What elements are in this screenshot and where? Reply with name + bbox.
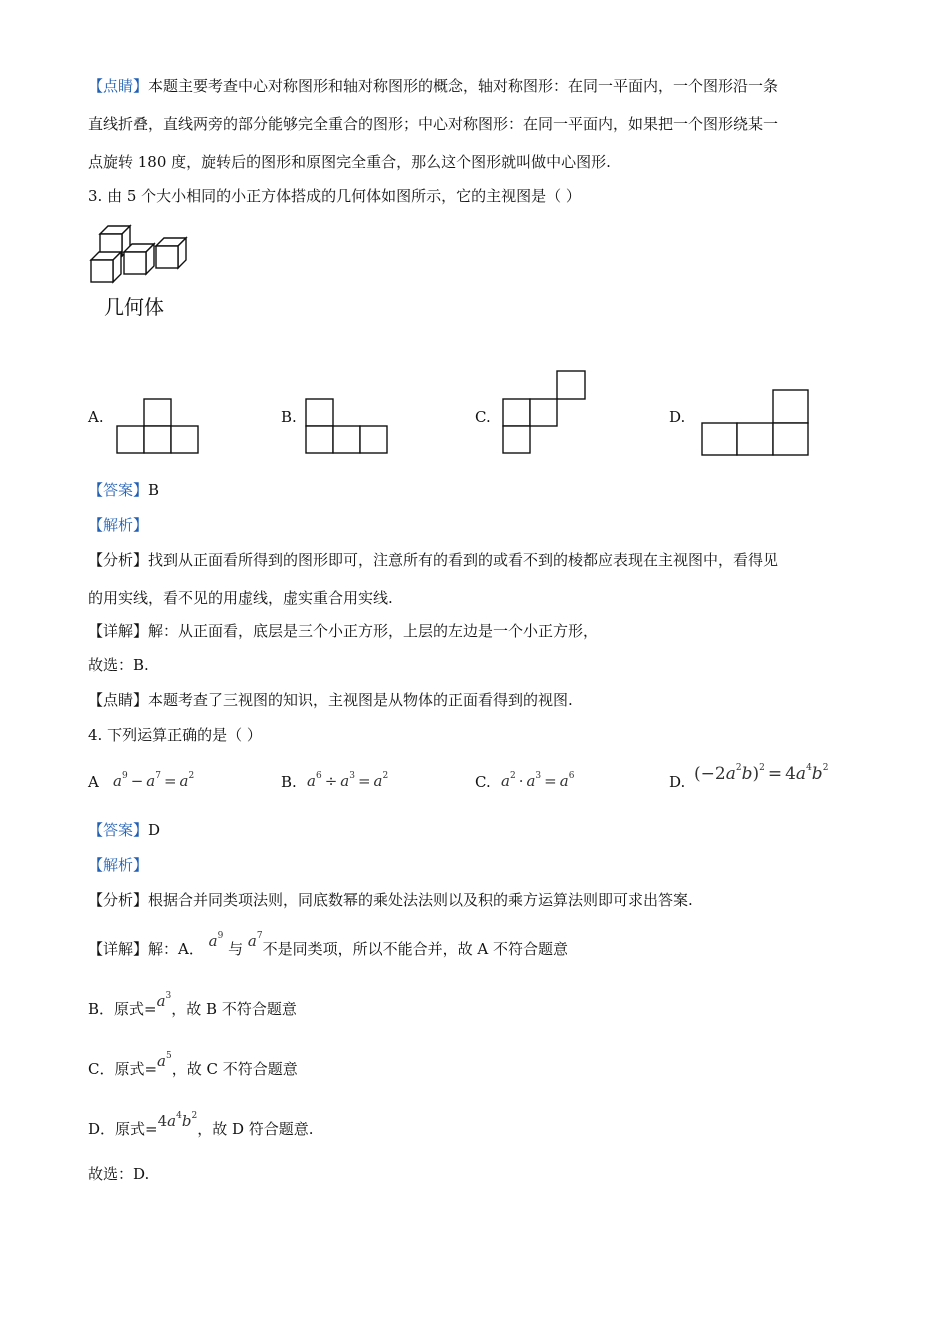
q3-option-b-label: B.: [281, 408, 297, 426]
q3-xiangjie-text: 解：从正面看，底层是三个小正方形，上层的左边是一个小正方形，: [148, 622, 599, 640]
q4-option-d-label: D.: [669, 773, 686, 791]
q4-line-c-suffix: ，故 C 不符合题意: [171, 1060, 298, 1078]
q3-dianjing-line: [88, 690, 573, 710]
q4-line-c: [88, 1051, 298, 1079]
q4-line-d-result: $4a^4b^2$: [157, 1111, 198, 1130]
q4-option-b-expression: $a^6 \div a^3 = a^2$: [307, 771, 389, 790]
dianjing-line-3: 点旋转 180 度，旋转后的图形和原图完全重合，那么这个图形就叫做中心图形.: [88, 153, 611, 171]
q4-line-d-prefix: D．原式=: [88, 1120, 158, 1138]
q3-fenxi-line-2: 的用实线，看不见的用虚线，虚实重合用实线.: [88, 589, 393, 607]
q3-fenxi-line-1: [88, 550, 778, 570]
q4-xiangjie-tag: 【详解】: [88, 940, 149, 958]
q4-line-c-result: $a^5$: [157, 1051, 172, 1070]
q4-line-b: [88, 991, 297, 1019]
q3-option-d-label: D.: [669, 408, 686, 426]
q4-answer-tag: 【答案】: [88, 821, 149, 839]
q4-fenxi-tag: 【分析】: [88, 891, 149, 909]
q4-a7: $a^7$: [247, 931, 263, 950]
q4-line-b-prefix: B．原式=: [88, 1000, 157, 1018]
q3-option-a-figure: [116, 398, 201, 455]
q3-option-c-label: C.: [475, 408, 491, 426]
cube-front-face: [156, 246, 178, 268]
dianjing-tag: 【点睛】: [88, 77, 149, 95]
q4-fenxi-line: [88, 890, 693, 910]
q3-option-c-figure: [502, 370, 588, 456]
cube-front-face: [124, 252, 146, 274]
q4-option-c-expression: $a^2 \cdot a^3 = a^6$: [501, 771, 575, 790]
q4-option-a-expression: $a^9 - a^7 = a^2$: [113, 771, 195, 790]
q3-option-d-figure: [701, 389, 811, 457]
q3-fenxi-tag: 【分析】: [88, 551, 149, 569]
dianjing-text-1: 本题主要考查中心对称图形和轴对称图形的概念，轴对称图形：在同一平面内，一个图形沿一条: [148, 77, 779, 95]
q4-guxuan: 故选：D.: [88, 1165, 150, 1183]
q4-option-c-label: C.: [475, 773, 491, 791]
q4-a9: $a^9$: [208, 931, 224, 950]
q3-option-b-figure: [305, 398, 390, 455]
q3-answer: B: [148, 481, 160, 499]
q4-xiangjie-prefix: 解：A．: [148, 940, 204, 958]
q3-jiexi-tag: 【解析】: [88, 516, 149, 534]
q4-option-d-expression: $(-2a^2b)^2 = 4a^4b^2$: [694, 763, 829, 784]
q3-dianjing-text: 本题考查了三视图的知识，主视图是从物体的正面看得到的视图.: [148, 691, 573, 709]
q4-line-b-suffix: ，故 B 不符合题意: [171, 1000, 297, 1018]
q4-stem: 4. 下列运算正确的是（ ）: [88, 726, 262, 744]
q3-figure-caption: 几何体: [104, 295, 164, 319]
q3-answer-line: [88, 480, 159, 500]
q4-answer-line: [88, 820, 160, 840]
q4-option-b-label: B.: [281, 773, 297, 791]
dianjing-line-2: 直线折叠，直线两旁的部分能够完全重合的图形；中心对称图形：在同一平面内，如果把一个图形绕某一: [88, 115, 779, 133]
q4-line-d: [88, 1111, 314, 1139]
q4-answer: D: [148, 821, 161, 839]
q4-line-c-prefix: C．原式=: [88, 1060, 158, 1078]
q4-xiangjie-suffix: 不是同类项，所以不能合并，故 A 不符合题意: [262, 940, 568, 958]
q3-stem: 3. 由 5 个大小相同的小正方体搭成的几何体如图所示，它的主视图是（ ）: [88, 187, 581, 205]
q4-jiexi-tag: 【解析】: [88, 856, 149, 874]
q4-xiangjie-yu: 与: [228, 940, 244, 958]
q4-fenxi-text: 根据合并同类项法则，同底数幂的乘处法法则以及积的乘方运算法则即可求出答案.: [148, 891, 693, 909]
q3-geometry-figure: [88, 220, 198, 290]
q4-line-b-result: $a^3$: [156, 991, 172, 1010]
q3-xiangjie-line: [88, 621, 598, 641]
cube-front-face: [91, 260, 113, 282]
q4-xiangjie-line: [88, 931, 568, 959]
q3-answer-tag: 【答案】: [88, 481, 149, 499]
q3-option-a-label: A.: [88, 408, 104, 426]
q3-guxuan: 故选：B.: [88, 656, 149, 674]
q3-dianjing-tag: 【点睛】: [88, 691, 149, 709]
q3-fenxi-text-1: 找到从正面看所得到的图形即可，注意所有的看到的或看不到的棱都应表现在主视图中，看得见: [148, 551, 779, 569]
q4-line-d-suffix: ，故 D 符合题意.: [197, 1120, 314, 1138]
dianjing-line-1: [88, 76, 778, 96]
q3-xiangjie-tag: 【详解】: [88, 622, 149, 640]
q4-option-a-label: A: [88, 773, 99, 791]
